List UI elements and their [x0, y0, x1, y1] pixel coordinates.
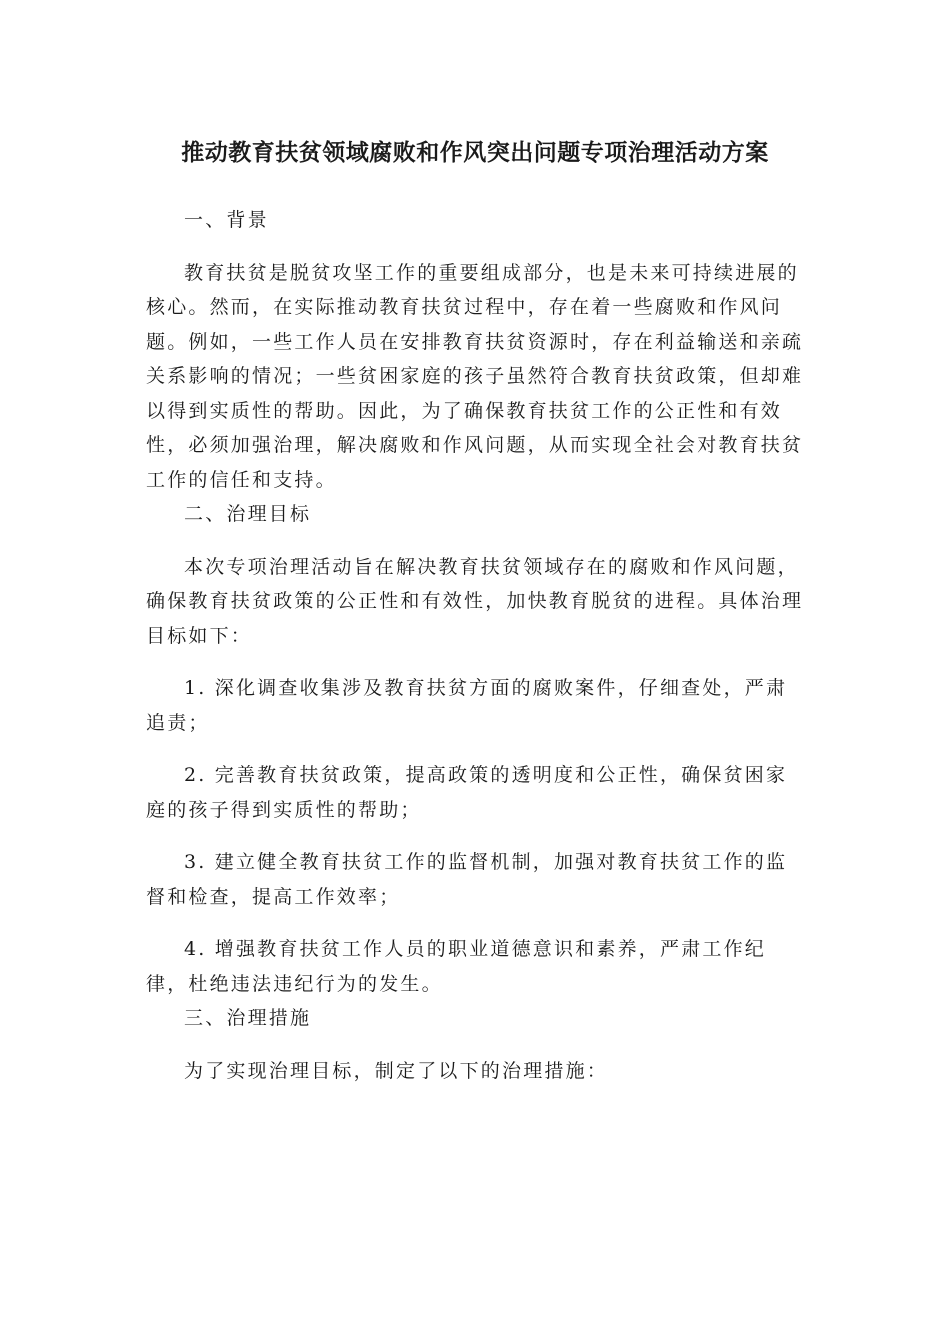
list-item-goal-2: 2. 完善教育扶贫政策，提高政策的透明度和公正性，确保贫困家庭的孩子得到实质性的帮助；: [146, 764, 788, 821]
section-heading-background: 一、背景: [184, 209, 269, 231]
section-heading-goals: 二、治理目标: [184, 503, 312, 525]
paragraph-goals-intro: 本次专项治理活动旨在解决教育扶贫领域存在的腐败和作风问题，确保教育扶贫政策的公正性和有效性，加快教育脱贫的进程。具体治理目标如下：: [146, 555, 804, 647]
paragraph-measures-intro: 为了实现治理目标，制定了以下的治理措施：: [184, 1059, 609, 1082]
section-heading-measures: 三、治理措施: [184, 1007, 312, 1029]
list-item-goal-3: 3. 建立健全教育扶贫工作的监督机制，加强对教育扶贫工作的监督和检查，提高工作效率；: [146, 851, 788, 908]
list-item-goal-1: 1. 深化调查收集涉及教育扶贫方面的腐败案件，仔细查处，严肃追责；: [146, 677, 788, 734]
document-title: 推动教育扶贫领域腐败和作风突出问题专项治理活动方案: [181, 140, 769, 166]
document-body: [146, 203, 806, 1088]
list-item-goal-4: 4. 增强教育扶贫工作人员的职业道德意识和素养，严肃工作纪律，杜绝违法违纪行为的发生。: [146, 938, 766, 995]
paragraph-background: 教育扶贫是脱贫攻坚工作的重要组成部分，也是未来可持续进展的核心。然而，在实际推动教育扶贫过程中，存在着一些腐败和作风问题。例如，一些工作人员在安排教育扶贫资源时，存在利益输送和亲疏关系影响的情况；一些贫困家庭的孩子虽然符合教育扶贫政策，但却难以得到实质性的帮助。因此，为了确保教育扶贫工作的公正性和有效性，必须加强治理，解决腐败和作风问题，从而实现全社会对教育扶贫工作的信任和支持。: [146, 261, 804, 491]
